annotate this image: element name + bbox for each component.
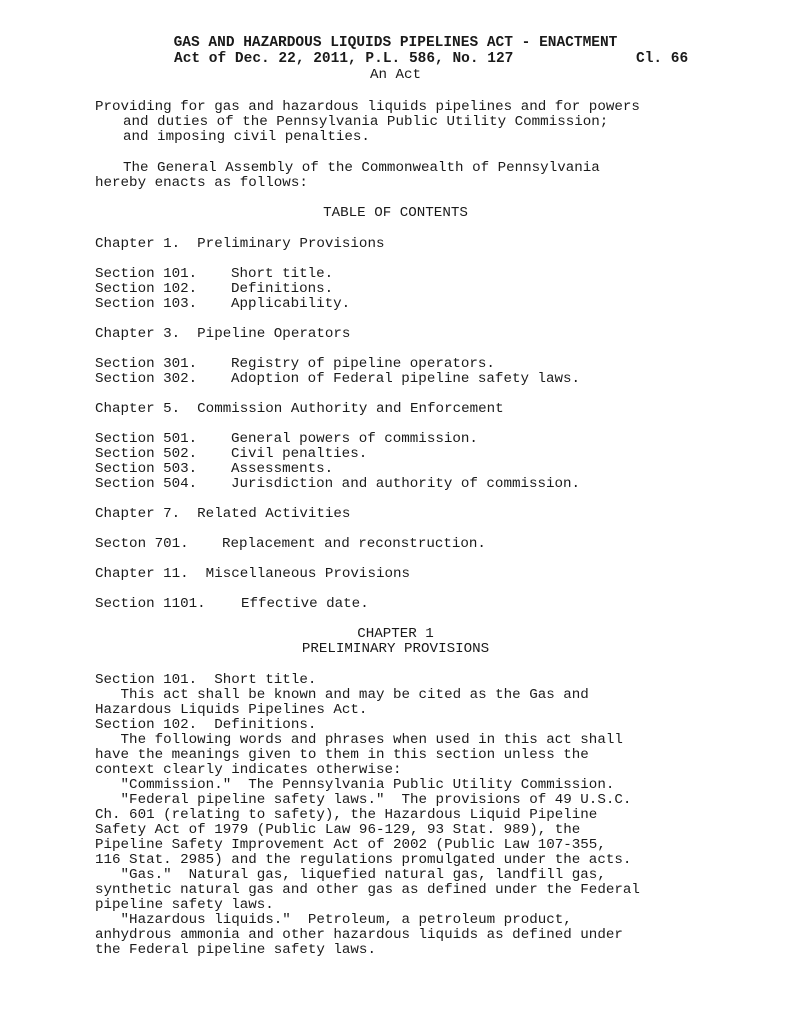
chapter-heading: CHAPTER 1 xyxy=(357,626,434,642)
body-line: This act shall be known and may be cited as the Gas and xyxy=(95,687,589,703)
toc-section-number: Section 504. xyxy=(95,476,198,492)
body-line: Ch. 601 (relating to safety), the Hazardous Liquid Pipeline xyxy=(95,807,598,823)
toc-section-title: Jurisdiction and authority of commission. xyxy=(231,476,581,492)
purpose-line: and imposing civil penalties. xyxy=(123,129,370,145)
body-line: Section 102. Definitions. xyxy=(95,717,317,733)
body-line: context clearly indicates otherwise: xyxy=(95,762,402,778)
document-title: GAS AND HAZARDOUS LIQUIDS PIPELINES ACT - ENACTMENT xyxy=(173,35,618,51)
body-line: Safety Act of 1979 (Public Law 96-129, 93 Stat. 989), the xyxy=(95,822,581,838)
enacting-clause: The General Assembly of the Commonwealth of Pennsylvania xyxy=(123,160,600,176)
toc-heading: TABLE OF CONTENTS xyxy=(323,205,468,221)
body-line: anhydrous ammonia and other hazardous liquids as defined under xyxy=(95,927,623,943)
toc-chapter: Chapter 1. Preliminary Provisions xyxy=(95,236,385,252)
toc-chapter: Chapter 11. Miscellaneous Provisions xyxy=(95,566,411,582)
toc-section-number: Section 502. xyxy=(95,446,198,462)
toc-chapter: Chapter 7. Related Activities xyxy=(95,506,351,522)
body-line: The following words and phrases when used in this act shall xyxy=(95,732,623,748)
enacting-clause: hereby enacts as follows: xyxy=(95,175,308,191)
toc-section-title: Definitions. xyxy=(231,281,334,297)
toc-section-title: General powers of commission. xyxy=(231,431,478,447)
toc-chapter: Chapter 3. Pipeline Operators xyxy=(95,326,351,342)
body-line: the Federal pipeline safety laws. xyxy=(95,942,376,958)
toc-section-number: Section 103. xyxy=(95,296,198,312)
toc-section-title: Short title. xyxy=(231,266,334,282)
toc-section-number: Section 501. xyxy=(95,431,198,447)
toc-section-title: Replacement and reconstruction. xyxy=(222,536,486,552)
toc-section-title: Registry of pipeline operators. xyxy=(231,356,495,372)
toc-section-number: Section 302. xyxy=(95,371,198,387)
purpose-line: and duties of the Pennsylvania Public Utility Commission; xyxy=(123,114,609,130)
body-line: Section 101. Short title. xyxy=(95,672,317,688)
toc-section-number: Section 102. xyxy=(95,281,198,297)
toc-section-number: Section 301. xyxy=(95,356,198,372)
toc-section-number: Section 503. xyxy=(95,461,198,477)
class-number: Cl. 66 xyxy=(636,51,689,67)
toc-section-title: Effective date. xyxy=(241,596,369,612)
toc-section-number: Section 1101. xyxy=(95,596,206,612)
body-line: 116 Stat. 2985) and the regulations promulgated under the acts. xyxy=(95,852,632,868)
definition-gas: "Gas." Natural gas, liquefied natural gas, landfill gas, xyxy=(95,867,606,883)
toc-section-title: Civil penalties. xyxy=(231,446,368,462)
definition-hazardous-liquids: "Hazardous liquids." Petroleum, a petroleum product, xyxy=(95,912,572,928)
act-citation: Act of Dec. 22, 2011, P.L. 586, No. 127 xyxy=(174,51,514,67)
toc-chapter: Chapter 5. Commission Authority and Enforcement xyxy=(95,401,504,417)
an-act-heading: An Act xyxy=(369,67,422,83)
toc-section-number: Section 101. xyxy=(95,266,198,282)
toc-section-title: Applicability. xyxy=(231,296,351,312)
toc-section-title: Assessments. xyxy=(231,461,334,477)
chapter-subheading: PRELIMINARY PROVISIONS xyxy=(301,641,490,657)
body-line: have the meanings given to them in this section unless the xyxy=(95,747,589,763)
toc-section-title: Adoption of Federal pipeline safety laws. xyxy=(231,371,581,387)
body-line: Hazardous Liquids Pipelines Act. xyxy=(95,702,368,718)
body-line: pipeline safety laws. xyxy=(95,897,274,913)
definition-commission: "Commission." The Pennsylvania Public Utility Commission. xyxy=(95,777,615,793)
definition-federal-laws: "Federal pipeline safety laws." The provisions of 49 U.S.C. xyxy=(95,792,632,808)
purpose-line: Providing for gas and hazardous liquids pipelines and for powers xyxy=(95,99,640,115)
toc-section-number: Secton 701. xyxy=(95,536,189,552)
body-line: Pipeline Safety Improvement Act of 2002 (Public Law 107-355, xyxy=(95,837,606,853)
body-line: synthetic natural gas and other gas as defined under the Federal xyxy=(95,882,640,898)
